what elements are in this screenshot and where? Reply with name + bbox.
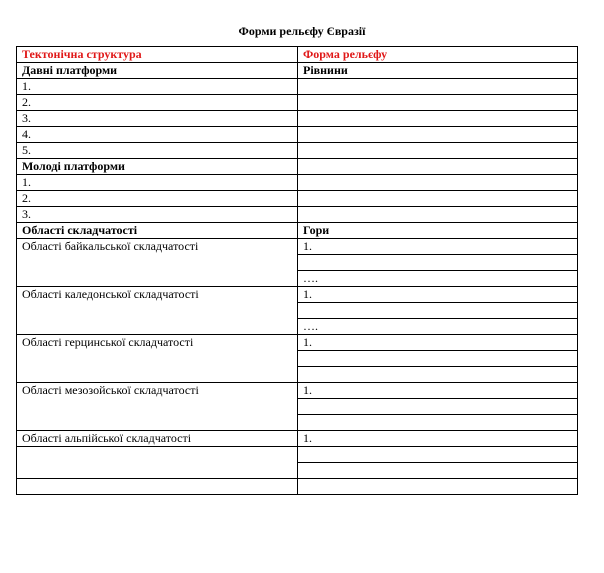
list-item-number: 2. bbox=[17, 191, 298, 207]
region-mesozoic: Області мезозойської складчатості bbox=[17, 383, 298, 431]
answer-cell[interactable] bbox=[298, 111, 578, 127]
section-label-young-platforms: Молоді платформи bbox=[17, 159, 298, 175]
list-item-number: 5. bbox=[17, 143, 298, 159]
answer-cell[interactable] bbox=[298, 479, 578, 495]
region-alpine: Області альпійської складчатості bbox=[17, 431, 298, 447]
answer-cell[interactable] bbox=[298, 79, 578, 95]
answer-cell[interactable] bbox=[298, 143, 578, 159]
region-baikal: Області байкальської складчатості bbox=[17, 239, 298, 287]
list-item-number: 3. bbox=[17, 207, 298, 223]
table-row bbox=[17, 207, 578, 223]
table-row bbox=[17, 239, 578, 255]
list-item-number: 3. bbox=[17, 111, 298, 127]
table-row bbox=[17, 95, 578, 111]
answer-cell[interactable] bbox=[298, 191, 578, 207]
list-item-number: 1. bbox=[17, 79, 298, 95]
answer-cell[interactable] bbox=[298, 207, 578, 223]
answer-cell[interactable] bbox=[298, 351, 578, 367]
section-label-folding: Області складчатості bbox=[17, 223, 298, 239]
relief-label-plains: Рівнини bbox=[298, 63, 578, 79]
answer-cell[interactable] bbox=[298, 463, 578, 479]
list-item-number: 4. bbox=[17, 127, 298, 143]
page-title: Форми рельєфу Євразії bbox=[238, 24, 366, 38]
list-item-number: 2. bbox=[17, 95, 298, 111]
header-relief-form: Форма рельєфу bbox=[298, 47, 578, 63]
region-caledonian: Області каледонської складчатості bbox=[17, 287, 298, 335]
answer-cell[interactable] bbox=[298, 95, 578, 111]
answer-cell[interactable] bbox=[298, 367, 578, 383]
table-row bbox=[17, 79, 578, 95]
region-hercynian: Області герцинської складчатості bbox=[17, 335, 298, 383]
table-row bbox=[17, 383, 578, 399]
table-row bbox=[17, 143, 578, 159]
table-row bbox=[17, 431, 578, 447]
table-row bbox=[17, 479, 578, 495]
table-row bbox=[17, 175, 578, 191]
relief-table bbox=[16, 46, 578, 495]
section-label-old-platforms: Давні платформи bbox=[17, 63, 298, 79]
answer-cell[interactable]: 1. bbox=[298, 239, 578, 255]
answer-cell[interactable] bbox=[298, 415, 578, 431]
section-row-old-platforms bbox=[17, 63, 578, 79]
answer-cell[interactable]: 1. bbox=[298, 287, 578, 303]
header-tectonic-structure: Тектонічна структура bbox=[17, 47, 298, 63]
table-row bbox=[17, 127, 578, 143]
answer-cell[interactable] bbox=[298, 447, 578, 463]
table-row bbox=[17, 191, 578, 207]
empty-cell bbox=[17, 479, 298, 495]
section-row-young-platforms bbox=[17, 159, 578, 175]
table-row bbox=[17, 447, 578, 463]
answer-cell[interactable] bbox=[298, 399, 578, 415]
table-header-row bbox=[17, 47, 578, 63]
section-row-folding bbox=[17, 223, 578, 239]
table-row bbox=[17, 287, 578, 303]
table-row bbox=[17, 335, 578, 351]
list-item-number: 1. bbox=[17, 175, 298, 191]
answer-cell[interactable]: 1. bbox=[298, 431, 578, 447]
answer-cell[interactable] bbox=[298, 127, 578, 143]
answer-cell[interactable]: 1. bbox=[298, 383, 578, 399]
empty-cell bbox=[17, 447, 298, 479]
answer-cell[interactable]: …. bbox=[298, 319, 578, 335]
answer-cell[interactable] bbox=[298, 303, 578, 319]
table-row bbox=[17, 111, 578, 127]
answer-cell[interactable] bbox=[298, 159, 578, 175]
answer-cell[interactable]: …. bbox=[298, 271, 578, 287]
answer-cell[interactable] bbox=[298, 175, 578, 191]
relief-label-mountains: Гори bbox=[298, 223, 578, 239]
answer-cell[interactable] bbox=[298, 255, 578, 271]
answer-cell[interactable]: 1. bbox=[298, 335, 578, 351]
